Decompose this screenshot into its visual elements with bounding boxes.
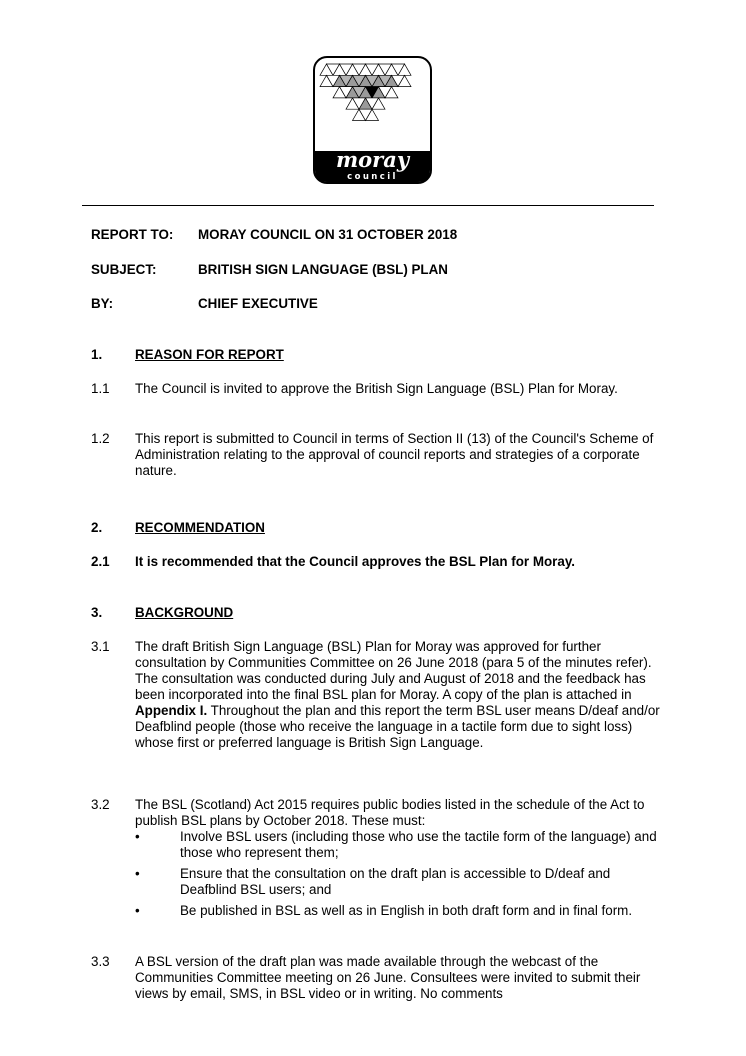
paragraph-text-a: The draft British Sign Language (BSL) Plan for Moray was approved for further consultation by Communities Committee on 26 June 2018 (para 5 of the minutes refer). The consultation was conducted during July and August of 2018 and the feedback has been incorporated into the final BSL plan for Moray. A copy of the plan is attached in [135,639,652,702]
section-title: RECOMMENDATION [135,520,265,535]
paragraph-number: 2.1 [91,554,110,569]
bullet-text: Involve BSL users (including those who use the tactile form of the language) and those who represent them; [180,829,657,860]
paragraph-text: It is recommended that the Council approves the BSL Plan for Moray. [135,554,575,569]
section-number: 1. [91,347,103,362]
header-rule [82,205,654,206]
paragraph-1-2 [91,431,663,479]
bullet-item [135,903,663,919]
report-to-value: MORAY COUNCIL ON 31 OCTOBER 2018 [198,227,458,242]
by-value: CHIEF EXECUTIVE [198,296,318,311]
paragraph-number: 1.2 [91,431,110,446]
paragraph-text: The Council is invited to approve the British Sign Language (BSL) Plan for Moray. [135,381,618,396]
appendix-reference: Appendix I. [135,703,208,718]
paragraph-text: A BSL version of the draft plan was made available through the webcast of the Communities Committee meeting on 26 June. Consultees were invited to submit their views by email, SMS, in BSL video or in writing. No comments [135,954,641,1001]
subject-value: BRITISH SIGN LANGUAGE (BSL) PLAN [198,262,448,277]
logo-subtext: council [347,172,398,182]
logo-wordmark: moray [335,147,410,172]
paragraph-text: The BSL (Scotland) Act 2015 requires public bodies listed in the schedule of the Act to publish BSL plans by October 2018. These must: [135,797,645,828]
paragraph-1-1 [91,381,663,397]
section-title: REASON FOR REPORT [135,347,284,362]
paragraph-3-3 [91,954,663,1002]
paragraph-3-1 [91,639,663,751]
bullet-item [135,866,663,898]
section-number: 3. [91,605,103,620]
paragraph-2-1 [91,554,663,570]
paragraph-text-b: Throughout the plan and this report the term BSL user means D/deaf and/or Deafblind people (those who receive the language in a tactile form due to sight loss) whose first or preferred language is British Sign Language. [135,703,660,750]
bullet-icon: • [135,866,140,881]
section-number: 2. [91,520,103,535]
report-to-label: REPORT TO: [91,227,174,242]
paragraph-number: 3.1 [91,639,110,654]
paragraph-text [135,639,663,751]
paragraph-number: 3.2 [91,797,110,812]
bullet-icon: • [135,903,140,918]
paragraph-3-2 [91,797,663,829]
paragraph-text: This report is submitted to Council in terms of Section II (13) of the Council's Scheme of Administration relating to the approval of council reports and strategies of a corporate nature. [135,431,654,478]
section-title: BACKGROUND [135,605,234,620]
bullet-item [135,829,663,861]
moray-council-logo [313,56,432,184]
bullet-text: Ensure that the consultation on the draft plan is accessible to D/deaf and Deafblind BSL users; and [180,866,611,897]
subject-label: SUBJECT: [91,262,157,277]
paragraph-number: 1.1 [91,381,110,396]
paragraph-number: 3.3 [91,954,110,969]
bullet-text: Be published in BSL as well as in English in both draft form and in final form. [180,903,633,918]
bullet-icon: • [135,829,140,844]
by-label: BY: [91,296,114,311]
